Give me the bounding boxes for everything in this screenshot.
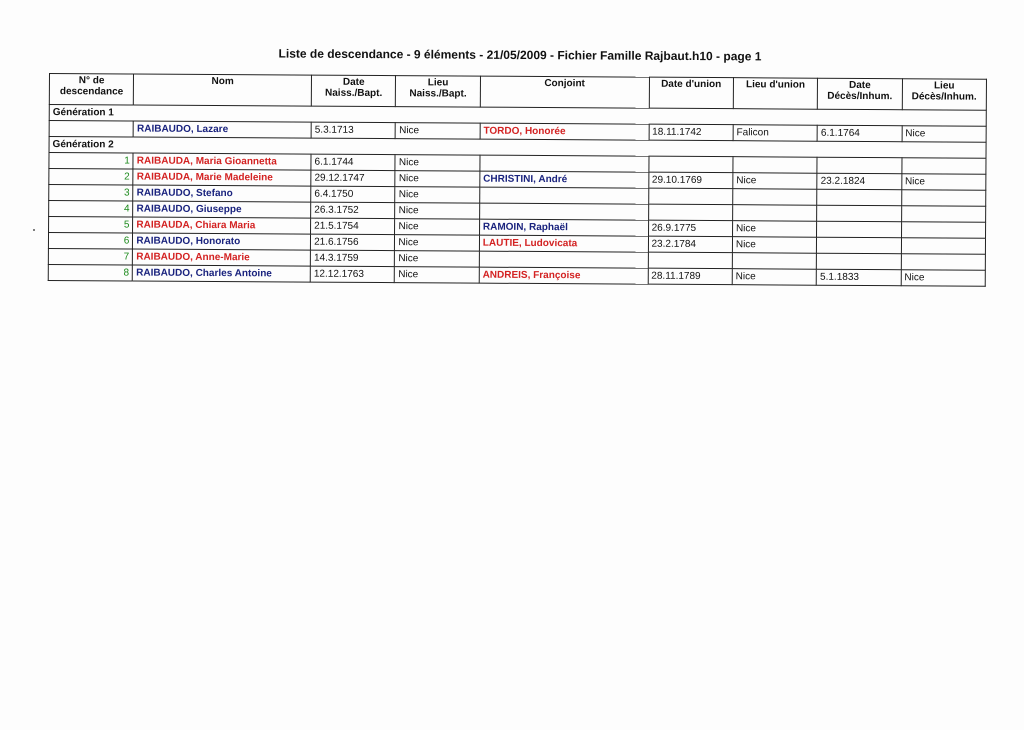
page-title: Liste de descendance - 9 éléments - 21/05/2009 - Fichier Famille Rajbaut.h10 - page 1	[278, 46, 762, 64]
union-date: 23.2.1784	[648, 236, 732, 253]
union-date: 29.10.1769	[648, 172, 732, 189]
union-place: Nice	[732, 269, 816, 286]
col-header-conjoint: Conjoint	[480, 76, 649, 108]
col-header-date-naiss-l2: Naiss./Bapt.	[325, 87, 383, 100]
descendants-table	[48, 73, 987, 287]
birth-place: Nice	[395, 219, 479, 236]
birth-place: Nice	[395, 187, 479, 204]
row-num: 4	[49, 201, 133, 218]
col-header-lieu-union: Lieu d'union	[733, 78, 818, 110]
death-date	[817, 221, 901, 238]
col-header-lieu-deces-l2: Décès/Inhum.	[911, 91, 977, 103]
col-header-lieu-deces	[902, 79, 987, 111]
spouse-name: ANDREIS, Françoise	[479, 267, 648, 284]
death-date	[817, 205, 901, 222]
col-header-lieu-deces-l1: Lieu	[933, 80, 955, 92]
death-place	[901, 222, 985, 239]
col-header-date-union: Date d'union	[649, 77, 734, 109]
birth-place: Nice	[395, 267, 479, 284]
birth-date: 14.3.1759	[310, 250, 394, 267]
union-place	[733, 189, 817, 206]
scan-speck	[33, 229, 35, 231]
col-header-date-deces-l2: Décès/Inhum.	[827, 90, 893, 103]
birth-place: Nice	[395, 171, 479, 188]
death-place	[901, 254, 985, 271]
person-name: RAIBAUDO, Lazare	[133, 121, 311, 138]
birth-date: 21.5.1754	[311, 218, 395, 235]
union-place: Nice	[732, 221, 816, 238]
row-num: 8	[48, 264, 132, 281]
birth-date: 5.3.1713	[311, 122, 395, 139]
person-name: RAIBAUDO, Anne-Marie	[133, 249, 311, 266]
row-num	[49, 121, 133, 138]
death-place: Nice	[901, 174, 985, 191]
birth-place: Nice	[395, 155, 479, 172]
birth-place: Nice	[395, 235, 479, 252]
union-place	[733, 157, 817, 174]
union-place: Nice	[732, 237, 816, 254]
row-num: 7	[48, 248, 132, 265]
spouse-name: RAMOIN, Raphaël	[479, 219, 648, 236]
person-name: RAIBAUDO, Charles Antoine	[133, 265, 311, 282]
birth-place: Nice	[395, 203, 479, 220]
spouse-name: CHRISTINI, André	[480, 171, 649, 188]
col-header-date-naiss-l1: Date	[342, 76, 365, 88]
descendants-sheet	[48, 73, 989, 287]
birth-date: 21.6.1756	[311, 234, 395, 251]
union-place: Falicon	[733, 125, 817, 142]
spouse-name	[479, 251, 648, 268]
birth-date: 6.4.1750	[311, 186, 395, 203]
col-header-num-l2: descendance	[59, 86, 124, 98]
person-name: RAIBAUDA, Chiara Maria	[133, 217, 311, 234]
union-date: 26.9.1775	[648, 220, 732, 237]
row-num: 6	[48, 233, 132, 250]
person-name: RAIBAUDO, Stefano	[133, 185, 311, 202]
death-place: Nice	[902, 126, 986, 143]
union-place: Nice	[733, 173, 817, 190]
death-place	[901, 238, 985, 255]
spouse-name	[480, 187, 649, 204]
death-place	[901, 190, 985, 207]
union-date	[648, 204, 732, 221]
death-date: 5.1.1833	[816, 269, 900, 286]
person-name: RAIBAUDO, Giuseppe	[133, 201, 311, 218]
spouse-name: TORDO, Honorée	[480, 123, 649, 140]
spouse-name	[479, 203, 648, 220]
col-header-nom: Nom	[134, 74, 312, 106]
person-name: RAIBAUDA, Marie Madeleine	[133, 169, 311, 186]
union-date	[648, 156, 732, 173]
table-body	[48, 105, 986, 287]
row-num: 5	[49, 217, 133, 234]
death-place	[902, 158, 986, 175]
birth-date: 29.12.1747	[311, 170, 395, 187]
birth-place: Nice	[396, 123, 480, 140]
birth-date: 6.1.1744	[311, 154, 395, 171]
col-header-num-l1: N° de	[78, 75, 105, 87]
death-date	[817, 157, 901, 174]
generation-label: Génération 2	[49, 137, 986, 159]
union-date: 28.11.1789	[648, 268, 732, 285]
death-date: 6.1.1764	[817, 125, 901, 142]
death-date: 23.2.1824	[817, 173, 901, 190]
death-place	[901, 206, 985, 223]
row-num: 2	[49, 169, 133, 186]
row-num: 3	[49, 185, 133, 202]
person-name: RAIBAUDA, Maria Gioannetta	[133, 153, 311, 170]
birth-date: 26.3.1752	[311, 202, 395, 219]
spouse-name	[480, 155, 649, 172]
col-header-num	[49, 74, 134, 106]
generation-label: Génération 1	[49, 105, 986, 127]
union-place	[733, 205, 817, 222]
col-header-lieu-naiss	[396, 76, 481, 108]
death-date	[817, 237, 901, 254]
death-date	[817, 253, 901, 270]
col-header-date-naiss	[311, 75, 396, 107]
union-date: 18.11.1742	[649, 124, 733, 141]
birth-place: Nice	[395, 251, 479, 268]
row-num: 1	[49, 153, 133, 170]
death-date	[817, 189, 901, 206]
col-header-date-deces	[818, 78, 903, 110]
birth-date: 12.12.1763	[310, 266, 394, 283]
person-name: RAIBAUDO, Honorato	[133, 233, 311, 250]
union-date	[648, 188, 732, 205]
death-place: Nice	[901, 270, 985, 287]
col-header-lieu-naiss-l1: Lieu	[427, 77, 449, 89]
union-date	[648, 252, 732, 269]
union-place	[732, 253, 816, 270]
spouse-name: LAUTIE, Ludovicata	[479, 235, 648, 252]
col-header-date-deces-l1: Date	[848, 79, 871, 92]
col-header-lieu-naiss-l2: Naiss./Bapt.	[409, 88, 467, 100]
